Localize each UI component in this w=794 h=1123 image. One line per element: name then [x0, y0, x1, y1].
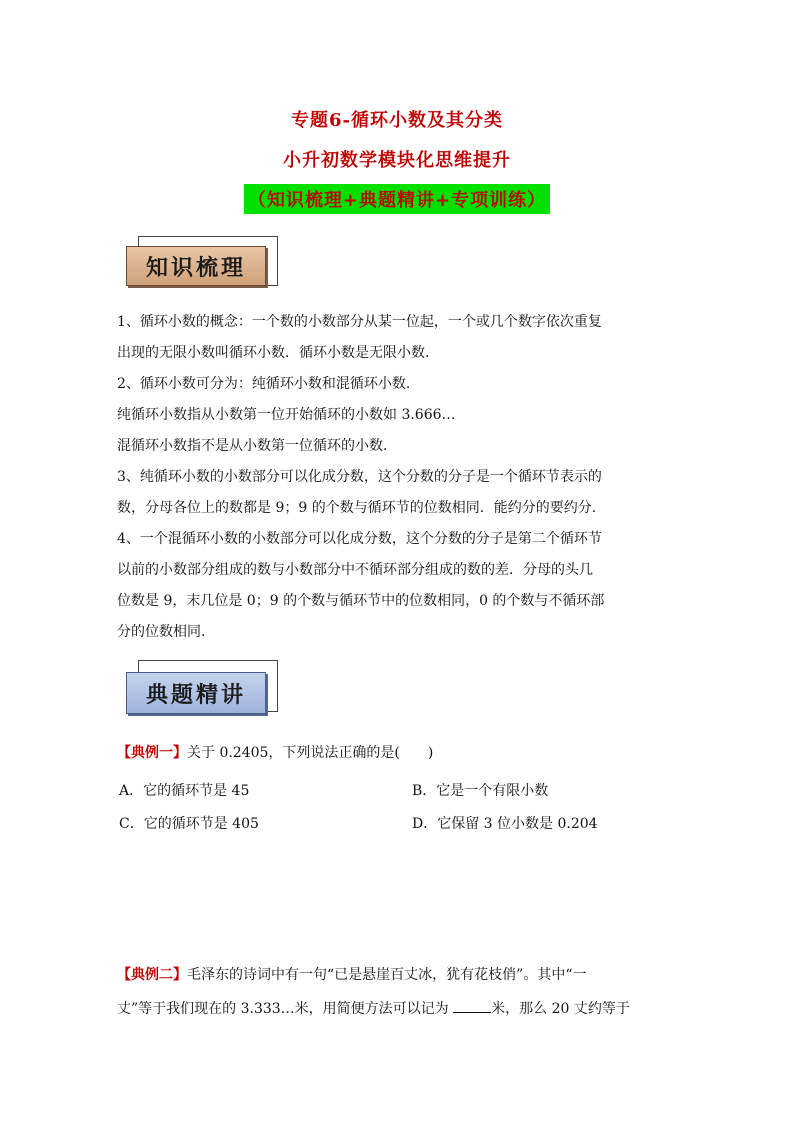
example1-text: 关于 0.2405，下列说法正确的是( ) — [187, 745, 434, 761]
answer-blank[interactable] — [453, 1000, 491, 1013]
example2-text-a: 丈”等于我们现在的 3.333…米，用简便方法可以记为 — [117, 1001, 454, 1017]
example2-text: 毛泽东的诗词中有一句“已是悬崖百丈冰，犹有花枝俏”。其中“一 — [187, 967, 587, 983]
knowledge-line: 混循环小数指不是从小数第一位循环的小数． — [117, 438, 397, 454]
option-a: A．它的循环节是 45 — [119, 783, 250, 799]
page-tag-wrap — [0, 184, 794, 214]
section-label: 知识梳理 — [126, 246, 266, 286]
knowledge-line: 纯循环小数指从小数第一位开始循环的小数如 3.666… — [117, 407, 456, 423]
example2-line1 — [117, 968, 697, 982]
knowledge-line: 出现的无限小数叫循环小数．循环小数是无限小数． — [117, 345, 439, 361]
section-badge-examples — [124, 660, 280, 720]
option-c: C．它的循环节是 405 — [119, 816, 259, 832]
example2-label: 【典例二】 — [117, 967, 187, 983]
knowledge-line: 4、一个混循环小数的小数部分可以化成分数，这个分数的分子是第二个循环节 — [117, 531, 602, 547]
page-tag: （知识梳理+典题精讲+专项训练） — [244, 184, 550, 214]
knowledge-line: 3、纯循环小数的小数部分可以化成分数，这个分数的分子是一个循环节表示的 — [117, 469, 602, 485]
knowledge-line: 1、循环小数的概念：一个数的小数部分从某一位起，一个或几个数字依次重复 — [117, 314, 602, 330]
knowledge-line: 位数是 9，末几位是 0；9 的个数与循环节中的位数相同，0 的个数与不循环部 — [117, 593, 605, 609]
example2-line2 — [117, 1000, 697, 1016]
page-subtitle: 小升初数学模块化思维提升 — [283, 150, 511, 171]
knowledge-line: 以前的小数部分组成的数与小数部分中不循环部分组成的数的差．分母的头几 — [117, 562, 593, 578]
example1-question — [117, 746, 687, 760]
section-badge-knowledge — [124, 236, 280, 292]
option-d: D．它保留 3 位小数是 0.204 — [412, 816, 598, 832]
option-b: B．它是一个有限小数 — [412, 783, 549, 799]
example2-text-b: 米，那么 20 丈约等于 — [491, 1001, 630, 1017]
knowledge-line: 分的位数相同． — [117, 624, 215, 640]
knowledge-line: 2、循环小数可分为：纯循环小数和混循环小数． — [117, 376, 420, 392]
page-title: 专题6-循环小数及其分类 — [291, 110, 503, 131]
example1-label: 【典例一】 — [117, 745, 187, 761]
knowledge-line: 数，分母各位上的数都是 9；9 的个数与循环节的位数相同．能约分的要约分． — [117, 500, 606, 516]
section-label: 典题精讲 — [126, 672, 266, 714]
